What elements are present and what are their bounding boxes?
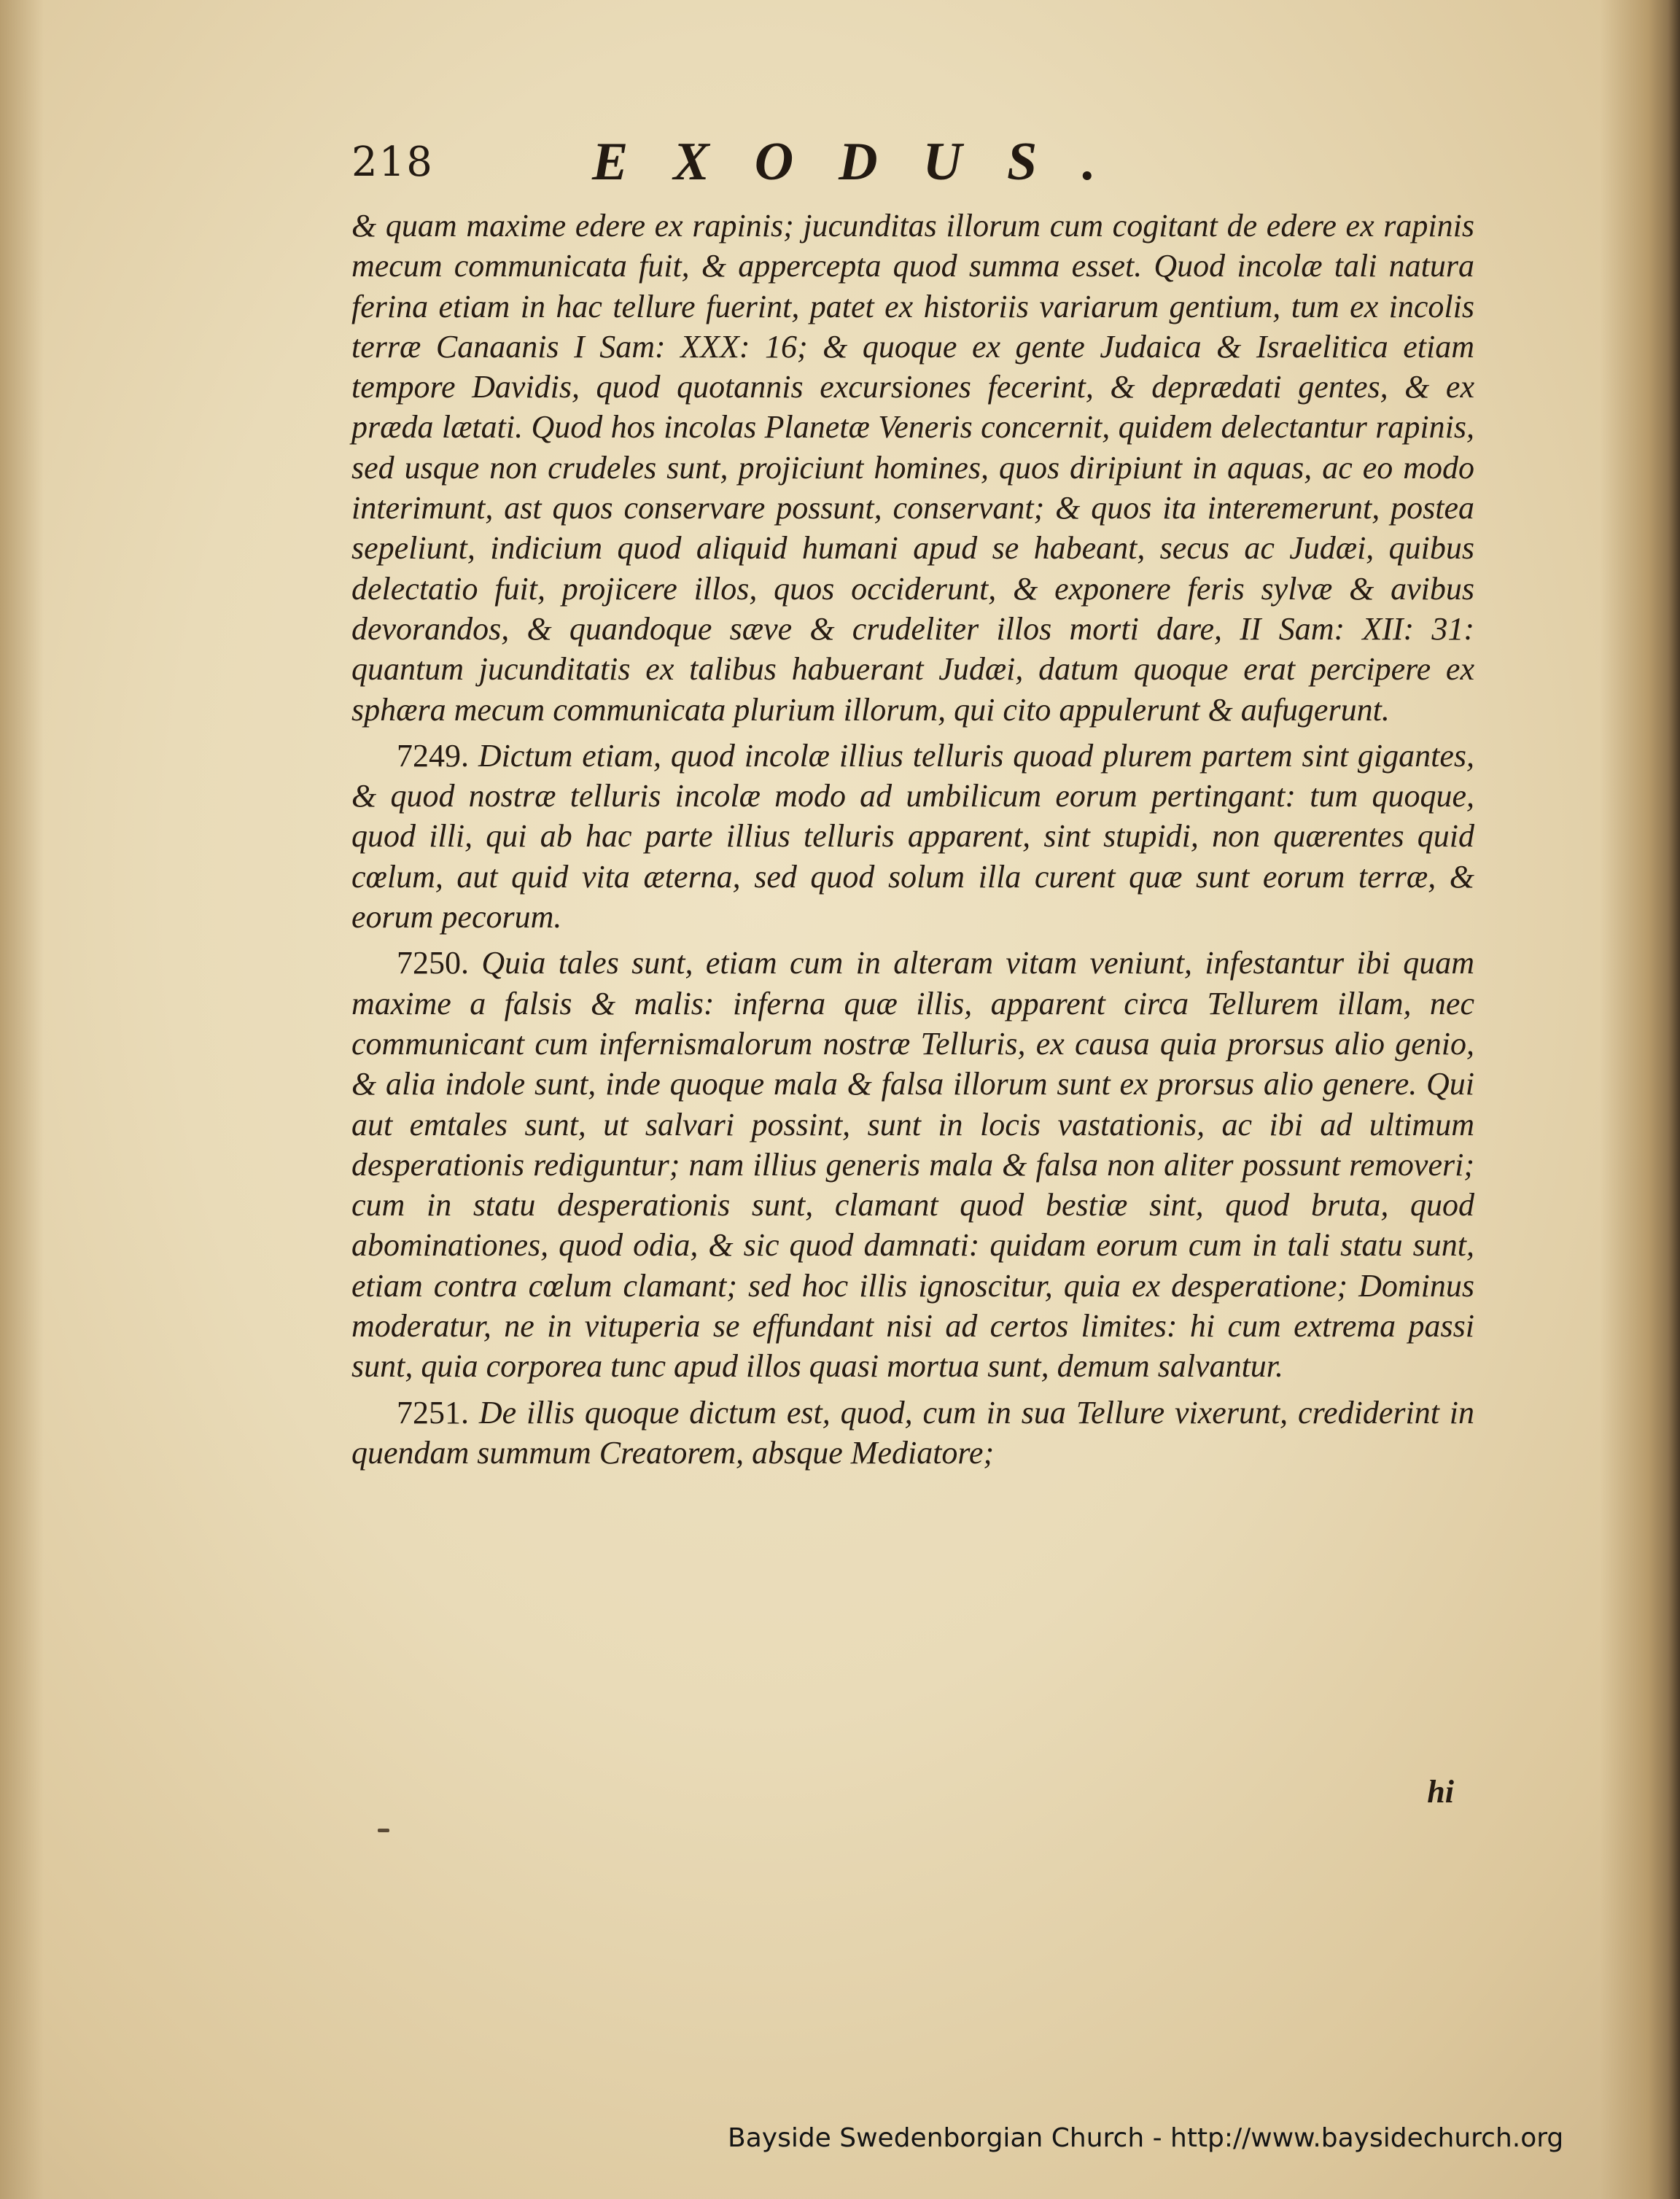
page-header: [351, 131, 1467, 197]
paragraph-continuation: [351, 206, 1474, 730]
paragraph-text: Dictum etiam, quod incolæ illius telluris quoad plurem partem sint gigantes, & quod nostræ telluris incolæ modo ad umbilicum eorum pertingant: tum quoque, quod illi, qui ab hac parte illius telluris apparent, sint stupidi, non quærentes quid cœlum, aut quid vita æterna, sed quod solum illa curent quæ sunt eorum terræ, & eorum pecorum.: [351, 737, 1475, 935]
paragraph-number: 7251.: [397, 1394, 469, 1431]
paragraph-7249: [351, 736, 1474, 937]
paragraph-number: 7249.: [397, 737, 469, 774]
gutter-shadow: [0, 0, 44, 2199]
catchword: hi: [1427, 1774, 1454, 1810]
running-head: EXODUS.: [592, 132, 1141, 192]
paragraph-text: De illis quoque dictum est, quod, cum in sua Tellure vixerunt, crediderint in quendam summum Creatorem, absque Mediatore;: [351, 1394, 1474, 1471]
ink-mark: [378, 1829, 389, 1832]
paragraph-number: 7250.: [397, 945, 469, 981]
body-text: [351, 206, 1474, 1473]
paragraph-text: & quam maxime edere ex rapinis; jucunditas illorum cum cogitant de edere ex rapinis mecum communicata fuit, & appercepta quod summa esset. Quod incolæ tali natura ferina etiam in hac tellure fuerint, patet ex historiis variarum gentium, tum ex incolis terræ Canaanis I Sam: XXX: 16; & quoque ex gente Judaica & Israelitica etiam tempore Davidis, quod quotannis excursiones fecerint, & deprædati gentes, & ex præda lætati. Quod hos incolas Planetæ Veneris concernit, quidem delectantur rapinis, sed usque non crudeles sunt, projiciunt homines, quos diripiunt in aquas, ac eo modo interimunt, ast quos conservare possunt, conservant; & quos ita interemerunt, postea sepeliunt, indicium quod aliquid humani apud se habeant, secus ac Judæi, quibus delectatio fuit, projicere illos, quos occiderunt, & exponere feris sylvæ & avibus devorandos, & quandoque sæve & crudeliter illos morti dare, II Sam: XII: 31: quantum jucunditatis ex talibus habuerant Judæi, datum quoque erat percipere ex sphæra mecum communicata plurium illorum, qui cito appulerunt & aufugerunt.: [351, 208, 1474, 728]
source-watermark: Bayside Swedenborgian Church - http://www.baysidechurch.org: [728, 2123, 1564, 2153]
paragraph-text: Quia tales sunt, etiam cum in alteram vitam veniunt, infestantur ibi quam maxime a falsis & malis: inferna quæ illis, apparent circa Tellurem illam, nec communicant cum infernismalorum nostræ Telluris, ex causa quia prorsus alio genio, & alia indole sunt, inde quoque mala & falsa illorum sunt ex prorsus alio genere. Qui aut emtales sunt, ut salvari possint, sunt in locis vastationis, ac ibi ad ultimum desperationis rediguntur; nam illius generis mala & falsa non aliter possunt removeri; cum in statu desperationis sunt, clamant quod bestiæ sint, quod bruta, quod abominationes, quod odia, & sic quod damnati: quidam eorum cum in tali statu sunt, etiam contra cœlum clamant; sed hoc illis ignoscitur, quia ex desperatione; Dominus moderatur, ne in vituperia se effundant nisi ad certos limites: hi cum extrema passi sunt, quia corporea tunc apud illos quasi mortua sunt, demum salvantur.: [351, 945, 1474, 1385]
paragraph-7251: [351, 1393, 1474, 1474]
paragraph-7250: [351, 943, 1474, 1386]
page-number: 218: [351, 139, 434, 186]
page-edge-shadow: [1600, 0, 1680, 2199]
